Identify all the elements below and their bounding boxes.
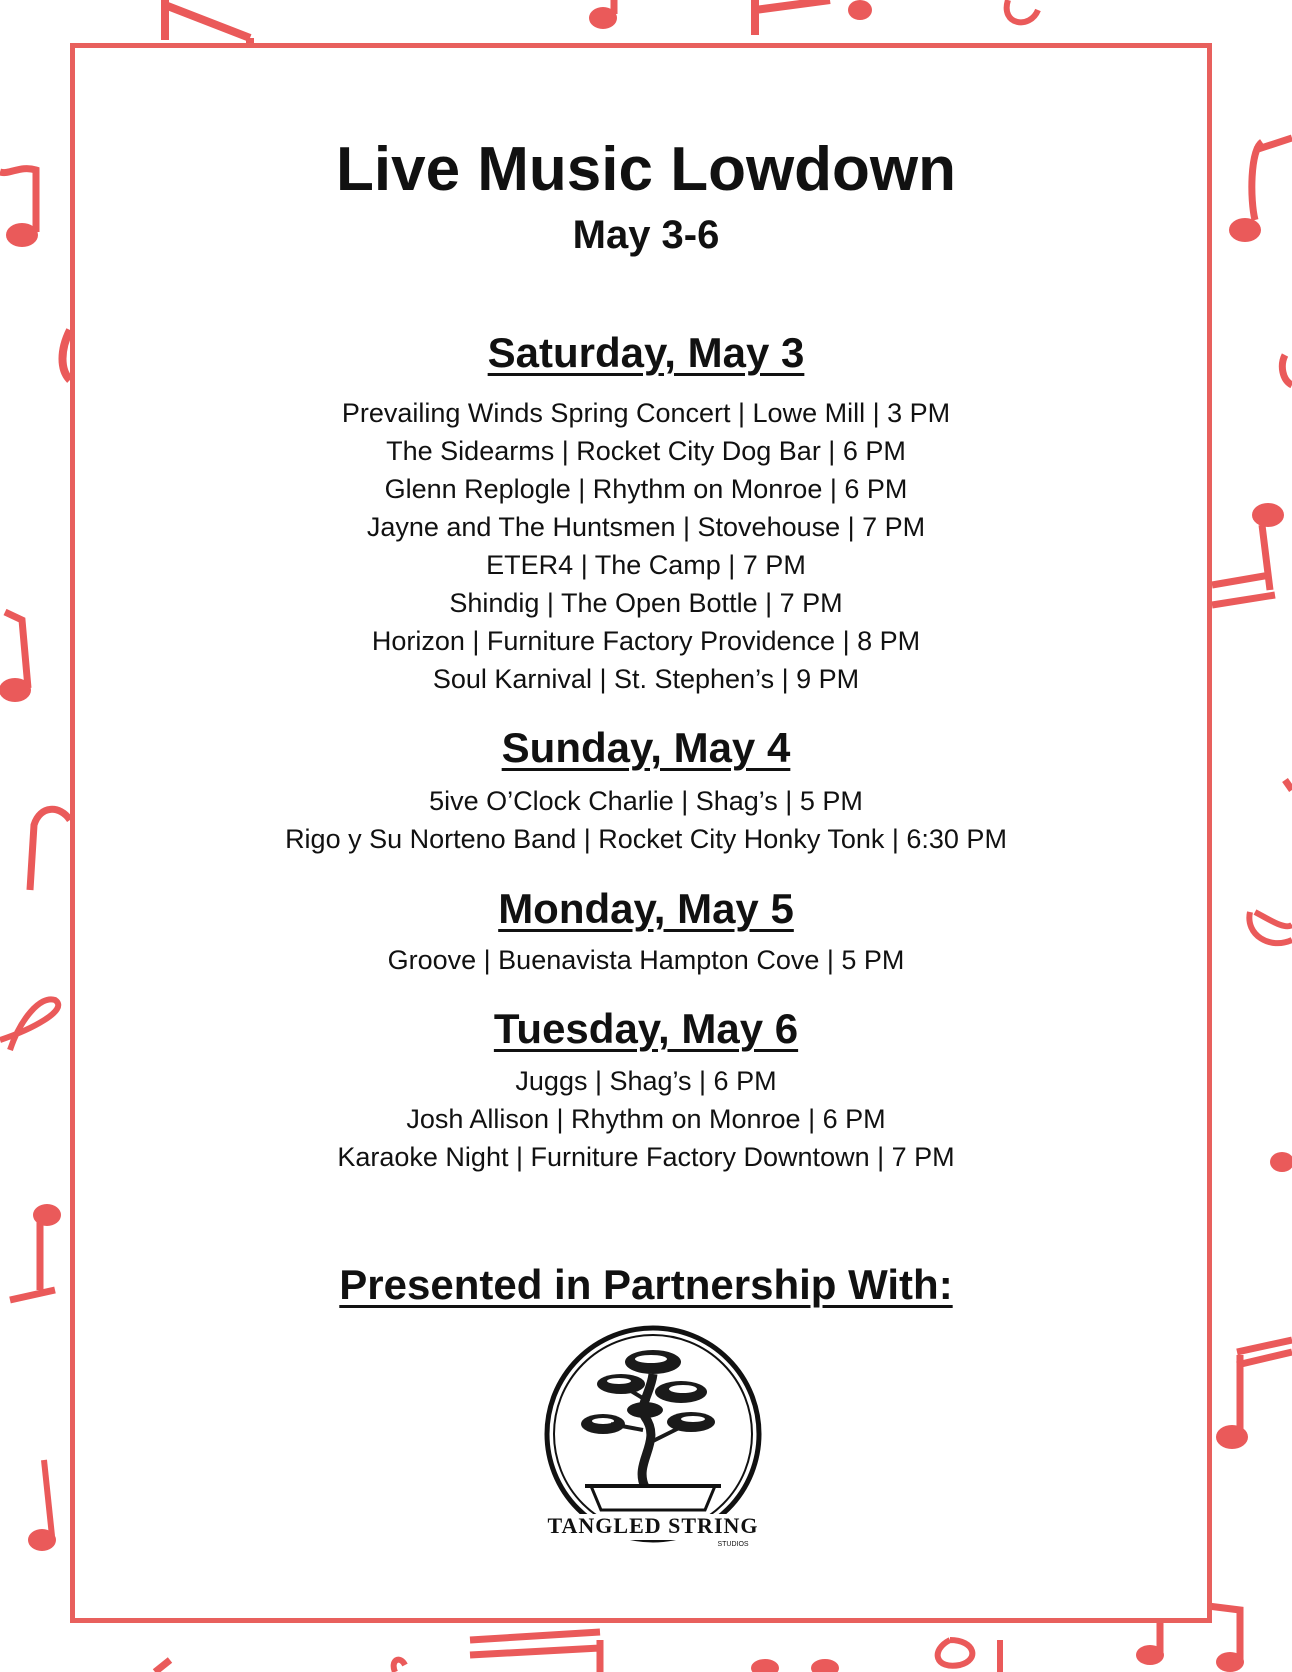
list-item: Glenn Replogle | Rhythm on Monroe | 6 PM [384,474,908,504]
event-list-monday [0,941,1292,979]
list-item: Josh Allison | Rhythm on Monroe | 6 PM [406,1104,886,1134]
music-note-icon [1216,1340,1292,1449]
tangled-string-logo [533,1322,773,1552]
page-title: Live Music Lowdown [335,135,957,204]
logo-subtext: STUDIOS [717,1541,749,1548]
list-item: 5ive O’Clock Charlie | Shag’s | 5 PM [429,786,863,816]
music-note-icon [589,0,617,29]
day-heading-tuesday: Tuesday, May 6 [493,1005,799,1052]
music-note-icon [394,1660,405,1672]
music-note-icon [470,1632,600,1672]
music-note-icon [755,0,872,35]
event-list-tuesday [0,1062,1292,1176]
day-heading-sunday: Sunday, May 4 [501,724,791,771]
music-note-icon [155,1660,170,1672]
event-list-sunday [0,782,1292,858]
event-list-saturday [0,394,1292,698]
date-range-subtitle: May 3-6 [572,213,720,257]
list-item: ETER4 | The Camp | 7 PM [486,550,806,580]
music-note-icon [938,1640,1000,1672]
list-item: The Sidearms | Rocket City Dog Bar | 6 PM [386,436,906,466]
day-heading-saturday: Saturday, May 3 [487,329,805,376]
list-item: Jayne and The Huntsmen | Stovehouse | 7 PM [366,512,926,542]
list-item: Karaoke Night | Furniture Factory Downtown | 7 PM [337,1142,955,1172]
day-heading-monday: Monday, May 5 [498,885,794,932]
list-item: Groove | Buenavista Hampton Cove | 5 PM [387,945,905,975]
list-item: Soul Karnival | St. Stephen’s | 9 PM [432,664,860,694]
music-note-icon [1007,0,1038,22]
list-item: Juggs | Shag’s | 6 PM [515,1066,777,1096]
list-item: Horizon | Furniture Factory Providence | 8 PM [371,626,921,656]
list-item: Rigo y Su Norteno Band | Rocket City Honky Tonk | 6:30 PM [285,824,1007,854]
list-item: Shindig | The Open Bottle | 7 PM [449,588,843,618]
list-item: Prevailing Winds Spring Concert | Lowe Mill | 3 PM [341,398,951,428]
logo-wordmark: TANGLED STRING [547,1513,759,1538]
music-note-icon [751,1659,839,1672]
partnership-heading: Presented in Partnership With: [339,1261,953,1308]
music-note-icon [28,1460,56,1551]
